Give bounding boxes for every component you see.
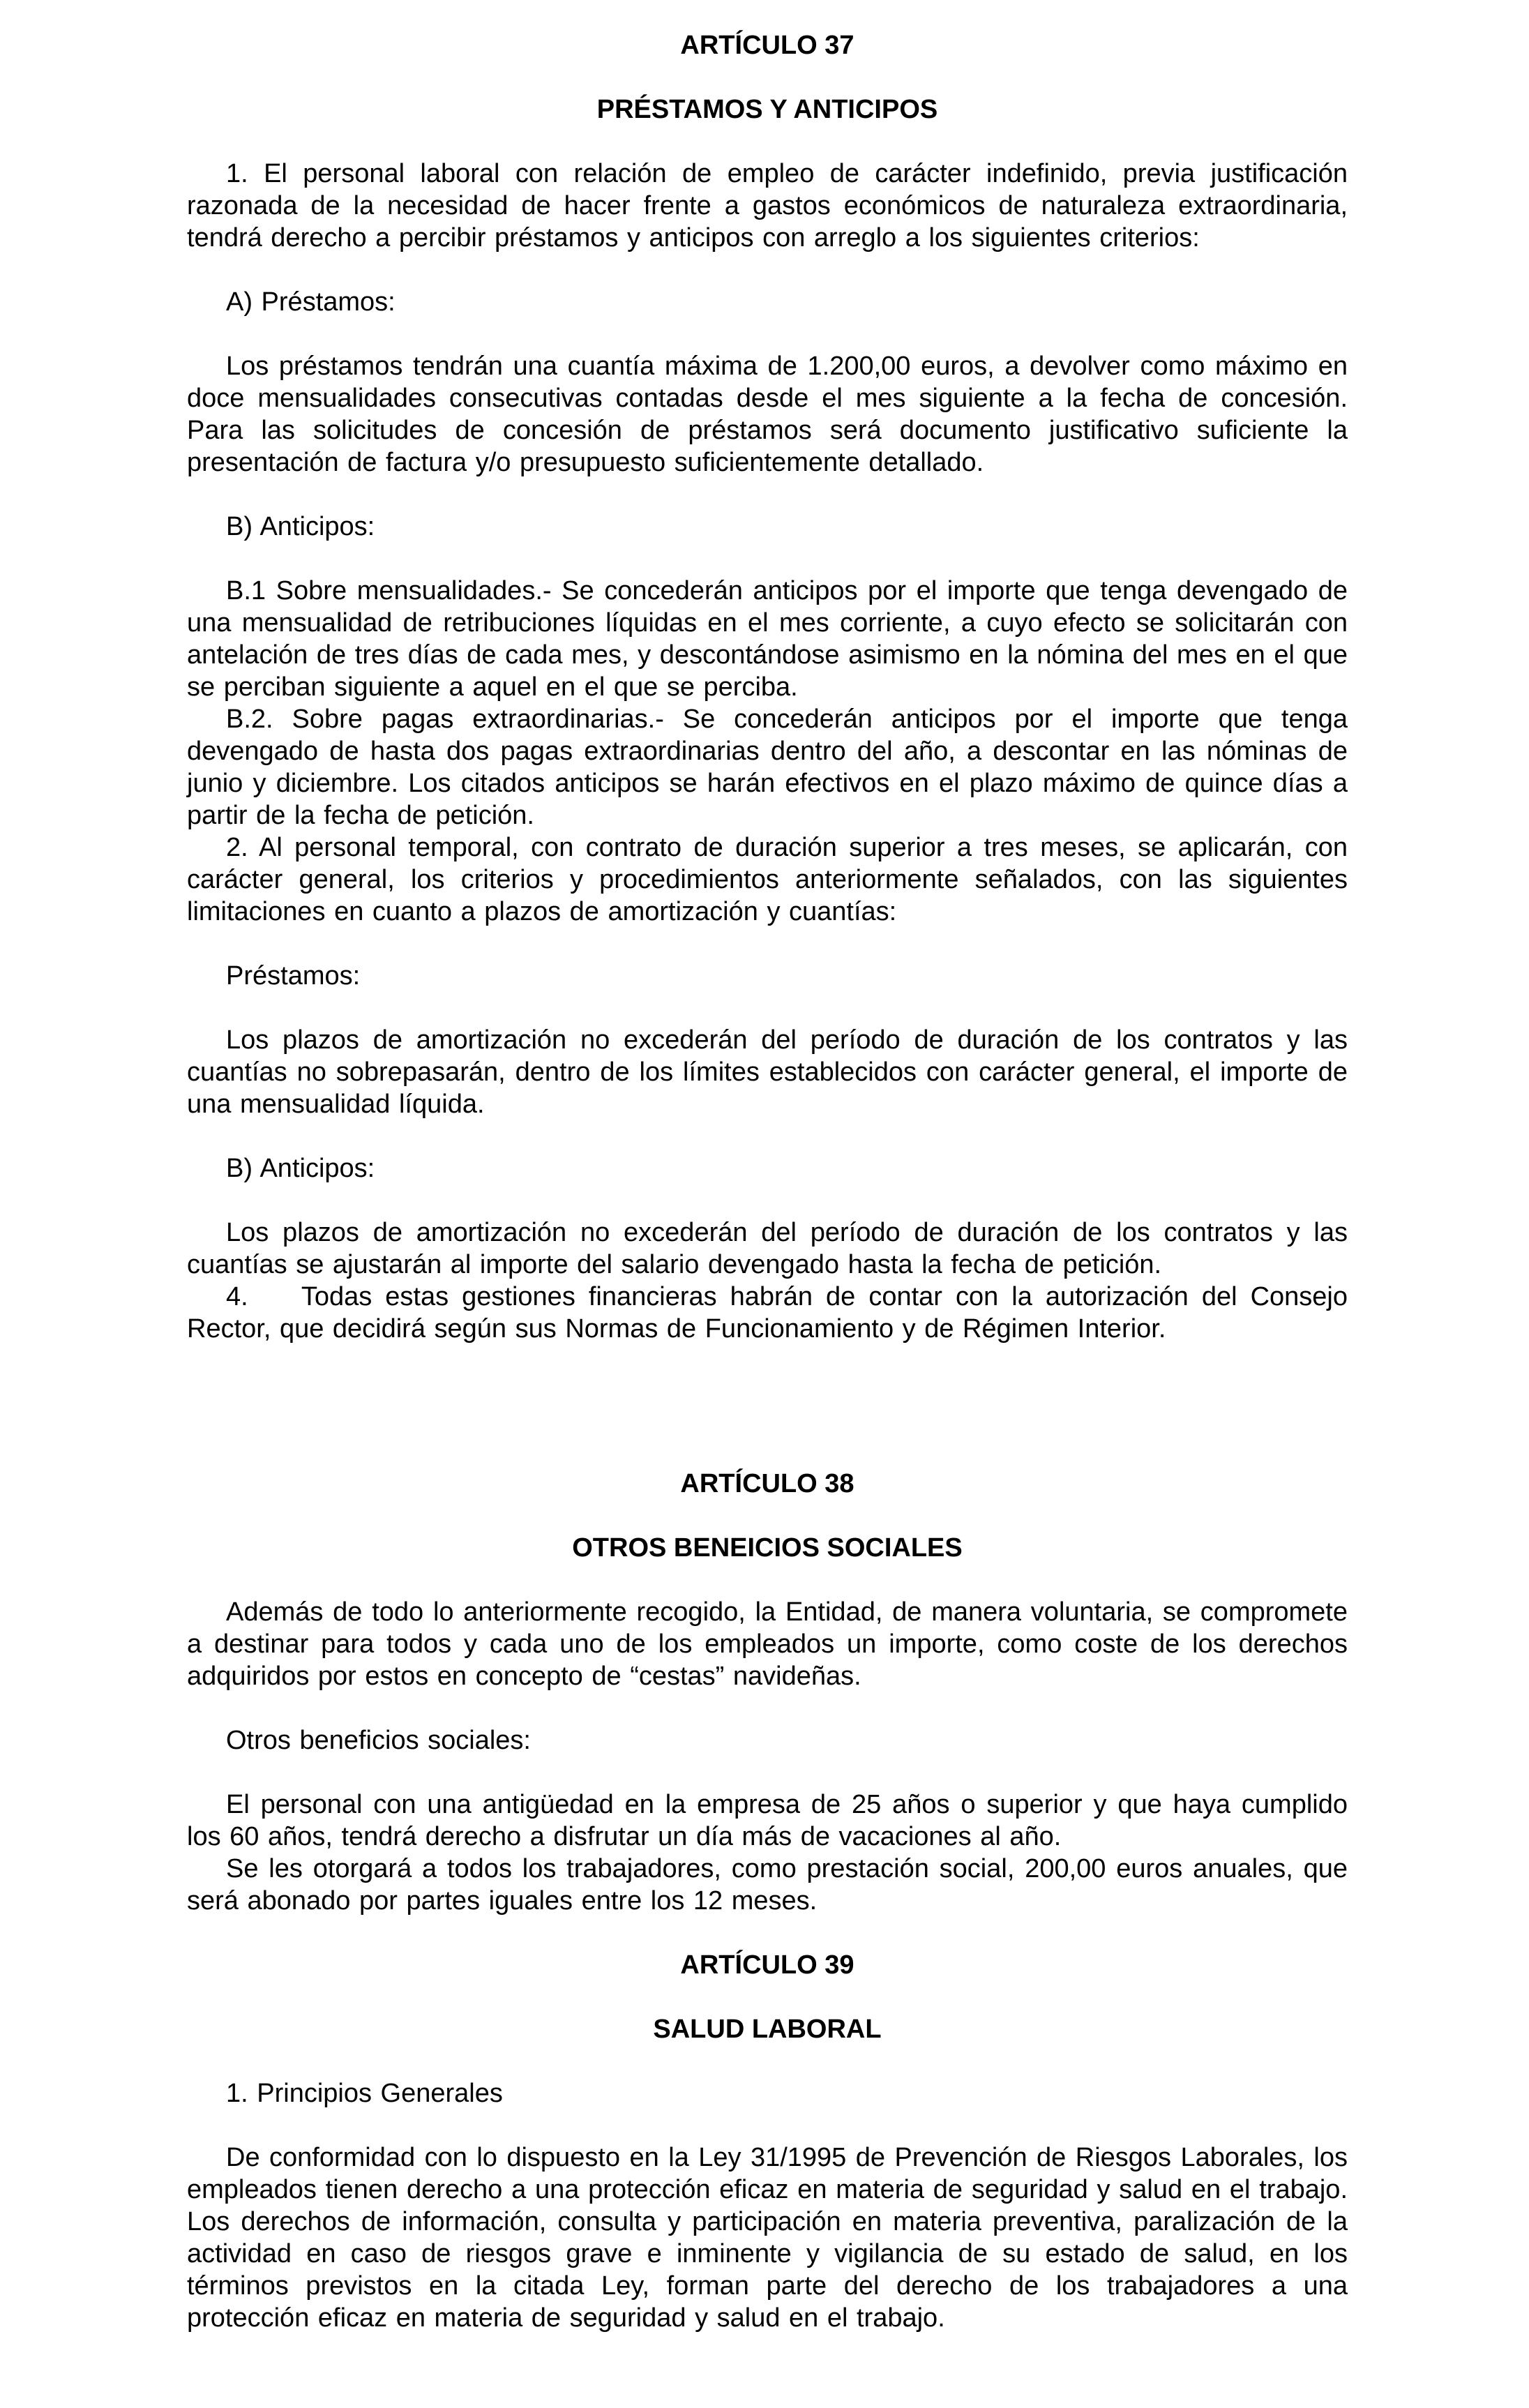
- paragraph: Otros beneficios sociales:: [226, 1726, 531, 1755]
- article-heading: OTROS BENEICIOS SOCIALES: [572, 1533, 963, 1563]
- paragraph: El personal con una antigüedad en la empresa de 25 años o superior y que haya cumplido los 60 años, tendrá derecho a disfrutar un día más de vacaciones al año.: [187, 1790, 1348, 1851]
- paragraph: Préstamos:: [226, 961, 361, 991]
- article-heading: ARTÍCULO 39: [680, 1950, 854, 1980]
- paragraph: Además de todo lo anteriormente recogido, la Entidad, de manera voluntaria, se compromete a destinar para todos y cada uno de los empleados un importe, como coste de los derechos adquiridos por estos en concepto de “cestas” navideñas.: [187, 1597, 1348, 1691]
- paragraph: B.1 Sobre mensualidades.- Se concederán anticipos por el importe que tenga devengado de una mensualidad de retribuciones líquidas en el mes corriente, a cuyo efecto se solicitarán con antelación de tres días de cada mes, y descontándose asimismo en la nómina del mes en el que se perciban siguiente a aquel en el que se perciba.: [187, 576, 1348, 702]
- paragraph: 4. Todas estas gestiones financieras habrán de contar con la autorización del Consejo Rector, que decidirá según sus Normas de Funcionamiento y de Régimen Interior.: [187, 1282, 1348, 1344]
- article-heading: SALUD LABORAL: [653, 2015, 882, 2044]
- paragraph: B.2. Sobre pagas extraordinarias.- Se concederán anticipos por el importe que tenga devengado de hasta dos pagas extraordinarias dentro del año, a descontar en las nóminas de junio y diciembre. Los citados anticipos se harán efectivos en el plazo máximo de quince días a partir de la fecha de petición.: [187, 705, 1348, 830]
- paragraph: Los plazos de amortización no excederán del período de duración de los contratos y las cuantías no sobrepasarán, dentro de los límites establecidos con carácter general, el importe de una mensualidad líquida.: [187, 1025, 1348, 1119]
- paragraph: B) Anticipos:: [226, 512, 375, 541]
- paragraph: Los plazos de amortización no excederán del período de duración de los contratos y las cuantías se ajustarán al importe del salario devengado hasta la fecha de petición.: [187, 1218, 1348, 1279]
- paragraph: Se les otorgará a todos los trabajadores, como prestación social, 200,00 euros anuales, que será abonado por partes iguales entre los 12 meses.: [187, 1854, 1348, 1916]
- paragraph: B) Anticipos:: [226, 1154, 375, 1183]
- article-heading: ARTÍCULO 38: [680, 1469, 854, 1498]
- document-blocks: [187, 29, 1348, 2334]
- paragraph: Los préstamos tendrán una cuantía máxima de 1.200,00 euros, a devolver como máximo en doce mensualidades consecutivas contadas desde el mes siguiente a la fecha de concesión. Para las solicitudes de concesión de préstamos será documento justificativo suficiente la presentación de factura y/o presupuesto suficientemente detallado.: [187, 352, 1348, 477]
- paragraph: 1. Principios Generales: [226, 2079, 503, 2108]
- paragraph: 2. Al personal temporal, con contrato de duración superior a tres meses, se aplicarán, con carácter general, los criterios y procedimientos anteriormente señalados, con las siguientes limitaciones en cuanto a plazos de amortización y cuantías:: [187, 833, 1348, 926]
- paragraph: De conformidad con lo dispuesto en la Ley 31/1995 de Prevención de Riesgos Laborales, los empleados tienen derecho a una protección eficaz en materia de seguridad y salud en el trabajo. Los derechos de información, consulta y participación en materia preventiva, paralización de la actividad en caso de riesgos grave e inminente y vigilancia de su estado de salud, en los términos previstos en la citada Ley, forman parte del derecho de los trabajadores a una protección eficaz en materia de seguridad y salud en el trabajo.: [187, 2143, 1348, 2333]
- paragraph: A) Préstamos:: [226, 287, 396, 317]
- paragraph: 1. El personal laboral con relación de empleo de carácter indefinido, previa justificación razonada de la necesidad de hacer frente a gastos económicos de naturaleza extraordinaria, tendrá derecho a percibir préstamos y anticipos con arreglo a los siguientes criterios:: [187, 159, 1348, 253]
- section-spacer: [187, 1377, 1348, 1436]
- article-heading: PRÉSTAMOS Y ANTICIPOS: [596, 95, 938, 124]
- article-heading: ARTÍCULO 37: [680, 31, 854, 60]
